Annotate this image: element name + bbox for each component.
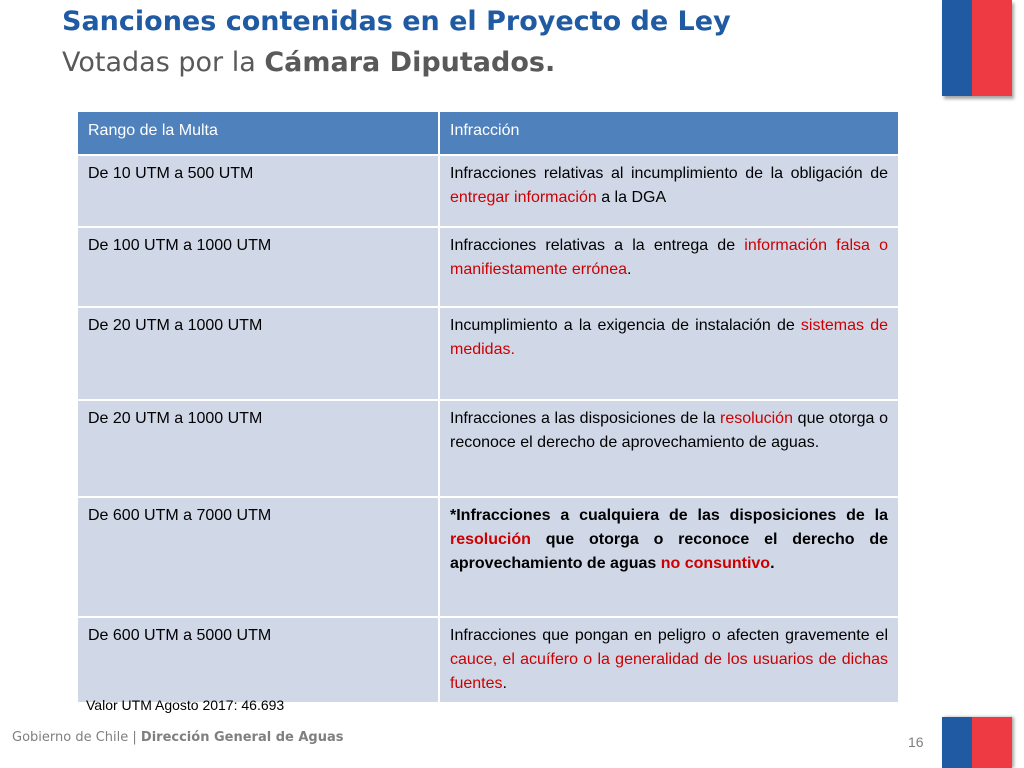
footer-department: Dirección General de Aguas xyxy=(140,730,344,745)
flag-red-stripe xyxy=(972,0,1012,96)
footer-separator: | xyxy=(128,730,141,745)
infraction-text: Infracciones que pongan en peligro o afecten gravemente el xyxy=(450,627,888,644)
flag-blue-stripe xyxy=(942,717,972,768)
slide-title: Sanciones contenidas en el Proyecto de Ley xyxy=(62,6,731,37)
range-cell: De 100 UTM a 1000 UTM xyxy=(77,227,439,307)
highlighted-text: no consuntivo xyxy=(660,555,771,572)
highlighted-text: resolución xyxy=(450,531,531,548)
range-cell: De 600 UTM a 7000 UTM xyxy=(77,497,439,617)
header-rango: Rango de la Multa xyxy=(77,111,439,155)
infraction-text: . xyxy=(770,555,775,572)
infraction-cell xyxy=(439,497,899,617)
range-cell: De 20 UTM a 1000 UTM xyxy=(77,400,439,497)
chile-flag-bar-top xyxy=(942,0,1012,96)
subtitle-bold: Cámara Diputados. xyxy=(264,47,556,78)
highlighted-text: información falsa o manifiestamente errónea xyxy=(450,237,888,278)
table-row xyxy=(77,227,899,307)
highlighted-text: entregar información xyxy=(450,189,597,206)
table-row xyxy=(77,307,899,400)
infraction-cell xyxy=(439,400,899,497)
infraction-text: a la DGA xyxy=(596,189,667,206)
table-header-row xyxy=(77,111,899,155)
infraction-cell xyxy=(439,307,899,400)
table-row xyxy=(77,155,899,227)
table-row xyxy=(77,617,899,703)
range-cell: De 20 UTM a 1000 UTM xyxy=(77,307,439,400)
page-number: 16 xyxy=(908,734,924,750)
infraction-text: . xyxy=(502,675,507,692)
range-cell: De 600 UTM a 5000 UTM xyxy=(77,617,439,703)
slide-subtitle xyxy=(62,47,555,78)
range-cell: De 10 UTM a 500 UTM xyxy=(77,155,439,227)
utm-value-note: Valor UTM Agosto 2017: 46.693 xyxy=(86,697,285,713)
sanctions-table xyxy=(76,110,900,704)
header-infraccion: Infracción xyxy=(439,111,899,155)
infraction-text: Infracciones relativas a la entrega de xyxy=(450,237,745,254)
infraction-text: *Infracciones a cualquiera de las disposiciones de la xyxy=(450,507,888,524)
infraction-text: Infracciones relativas al incumplimiento de la obligación de xyxy=(450,165,888,182)
highlighted-text: cauce, el acuífero o la generalidad de los usuarios de dichas fuentes xyxy=(450,651,888,692)
infraction-cell xyxy=(439,227,899,307)
chile-flag-bar-bottom xyxy=(942,717,1012,768)
infraction-text: . xyxy=(626,261,632,278)
footer-org xyxy=(12,730,343,745)
flag-blue-stripe xyxy=(942,0,972,96)
infraction-text: que otorga o reconoce el derecho de aprovechamiento de aguas xyxy=(450,531,888,572)
infraction-text: Infracciones a las disposiciones de la xyxy=(450,410,721,427)
infraction-cell xyxy=(439,155,899,227)
footer-org-name: Gobierno de Chile xyxy=(12,730,129,745)
table-row xyxy=(77,497,899,617)
infraction-text: Incumplimiento a la exigencia de instalación de xyxy=(450,317,801,334)
table-row xyxy=(77,400,899,497)
infraction-cell xyxy=(439,617,899,703)
highlighted-text: sistemas de medidas. xyxy=(450,317,888,358)
highlighted-text: resolución xyxy=(720,410,793,427)
infraction-text: que otorga o reconoce el derecho de aprovechamiento de aguas. xyxy=(450,410,889,451)
flag-red-stripe xyxy=(972,717,1012,768)
subtitle-prefix: Votadas por la xyxy=(62,47,265,78)
